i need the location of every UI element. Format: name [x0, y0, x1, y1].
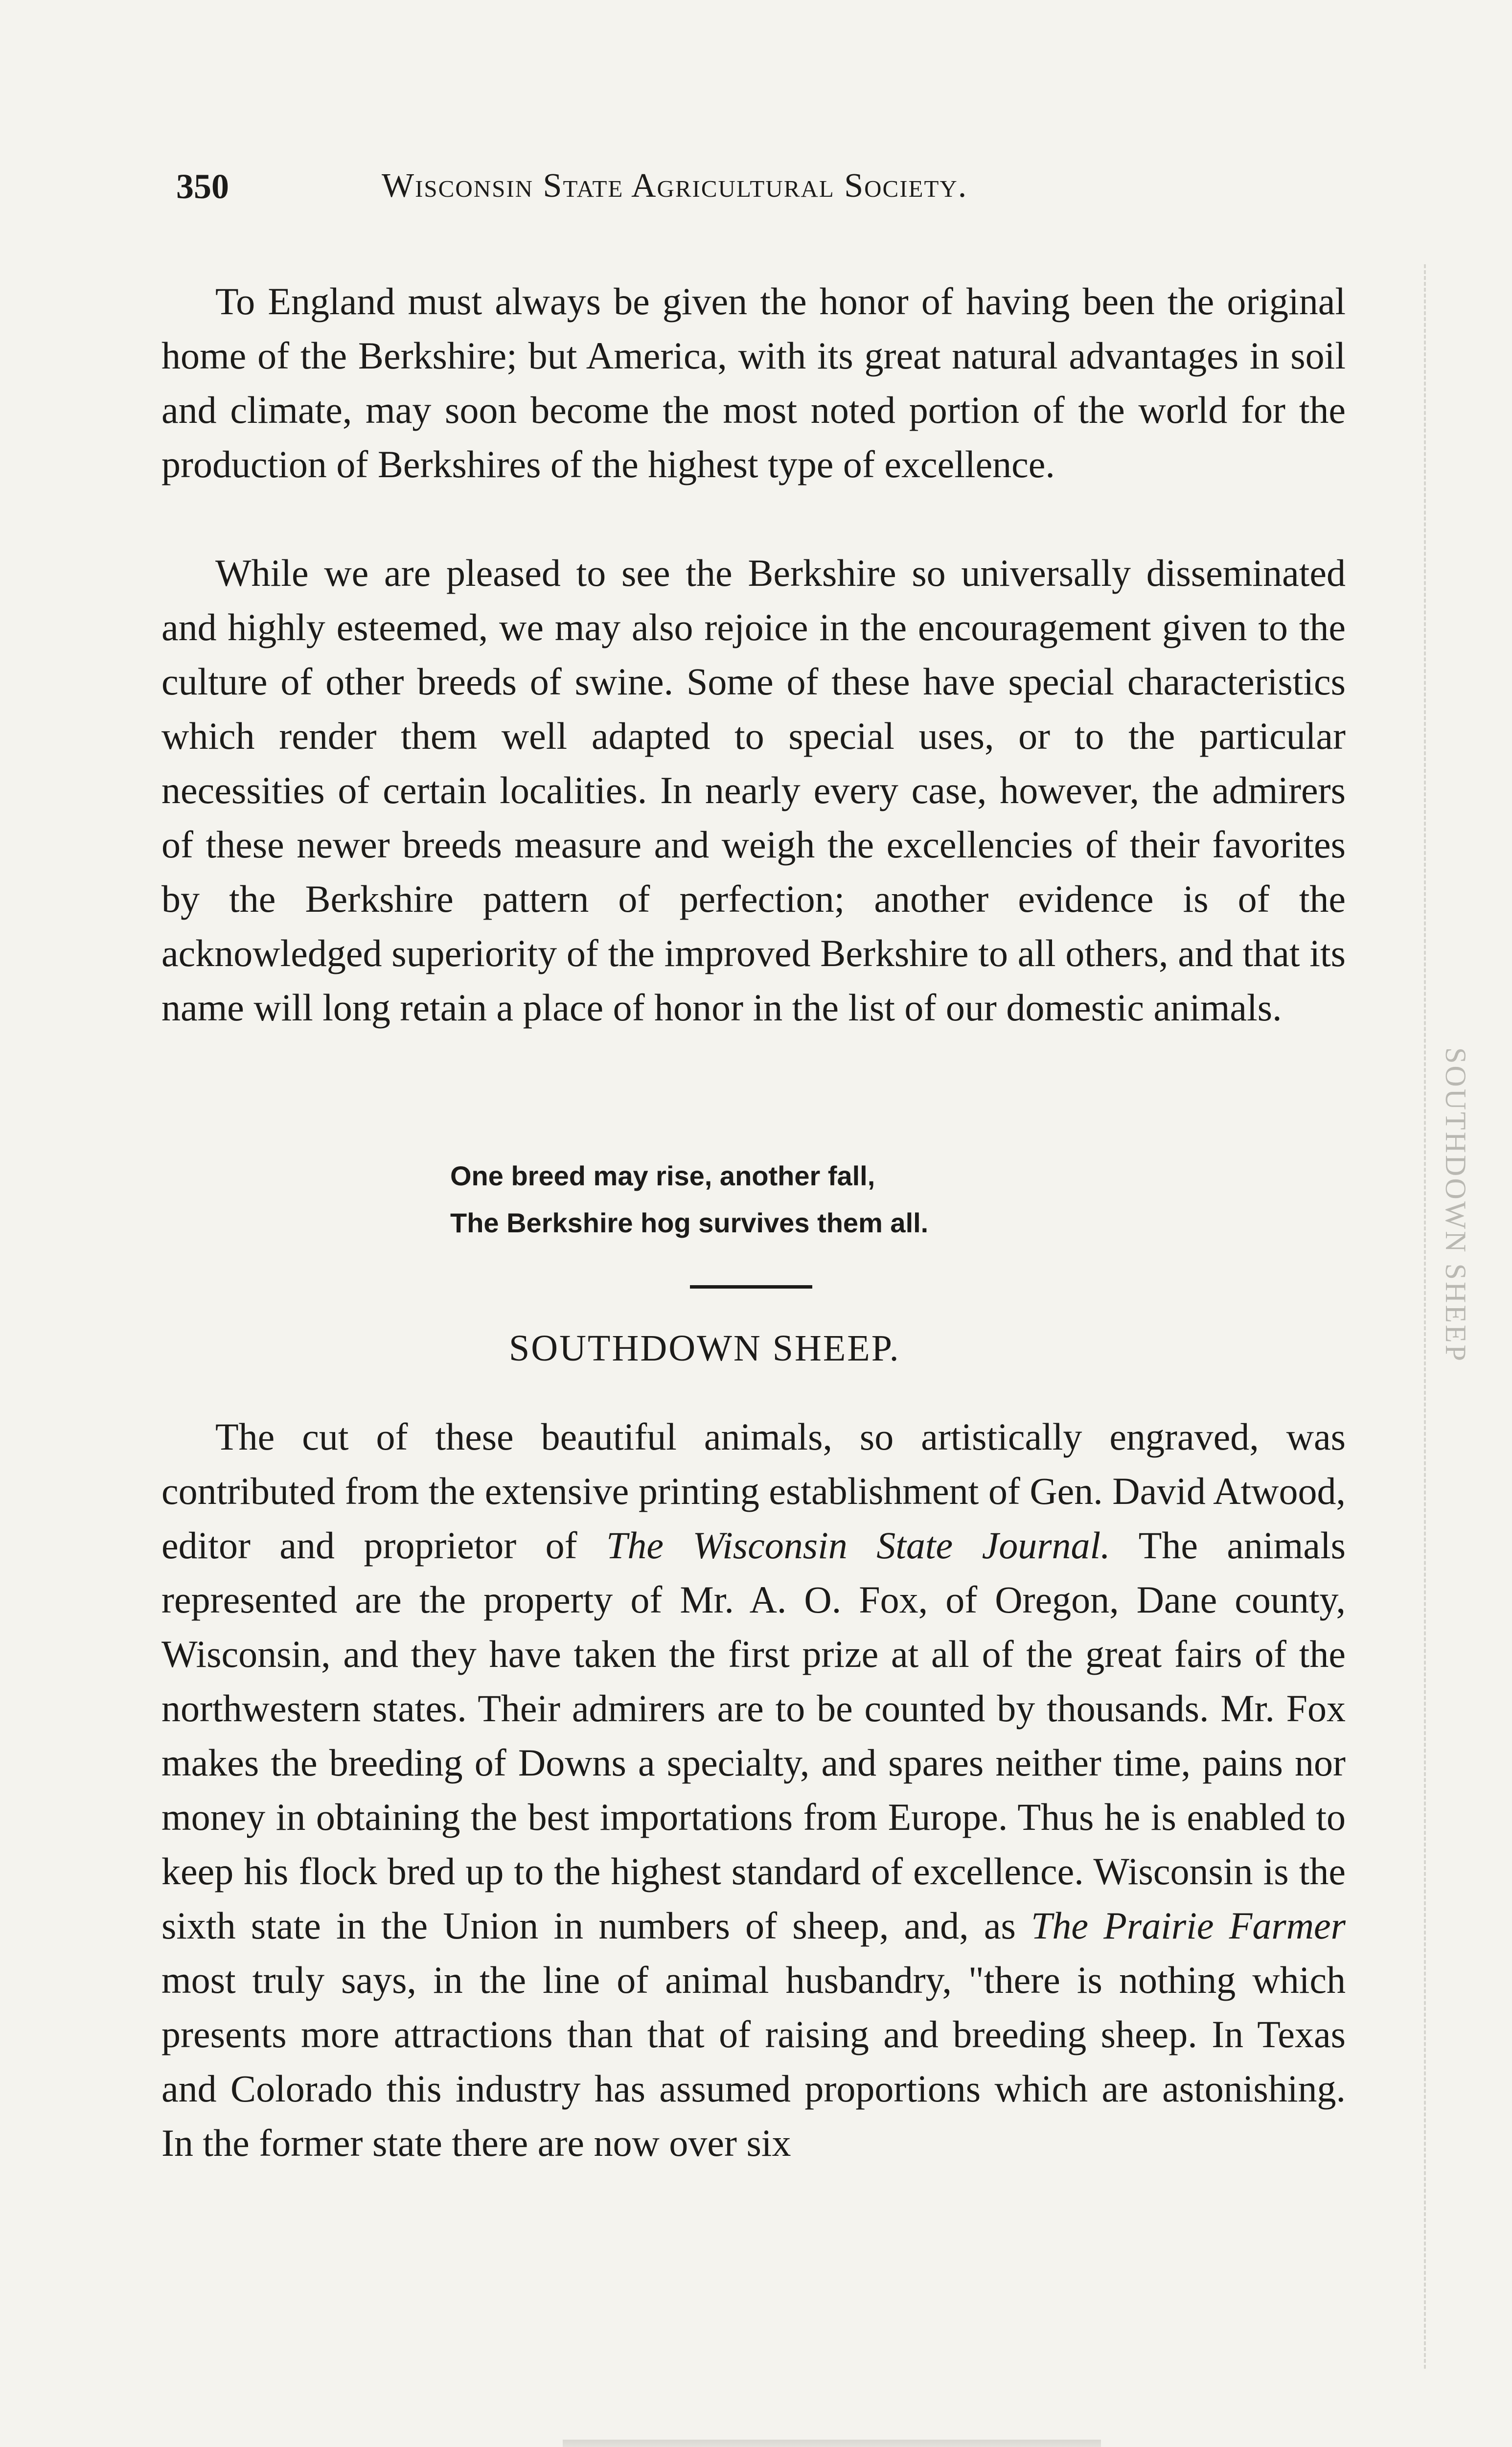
section-divider [690, 1285, 812, 1289]
text-run: most truly says, in the line of animal husbandry, "there is nothing which presents more attractions than that of raising and breeding sheep. In Texas and Colorado this industry has assumed proportions which are astonishing. In the former state there are now over six [161, 1959, 1346, 2164]
paragraph-england [161, 274, 1346, 491]
paragraph-southdown [161, 1409, 1346, 2170]
page-header [161, 166, 1355, 220]
section-title: SOUTHDOWN SHEEP. [509, 1328, 900, 1369]
page-number: 350 [176, 167, 229, 206]
paragraph-text [161, 1409, 1346, 2170]
running-head: Wisconsin State Agricultural Society. [382, 167, 968, 205]
text-run: The cut of these beautiful animals, so artistically engraved, was contributed from the extensive printing establishment of Gen. David Atwood, editor and proprietor of [161, 1415, 1346, 1567]
verse-line-1: One breed may rise, another fall, [450, 1160, 875, 1191]
verse-line-2: The Berkshire hog survives them all. [450, 1207, 929, 1238]
paragraph-text: While we are pleased to see the Berkshire so universally disseminated and highly esteemed, we may also rejoice in the encouragement given to the culture of other breeds of swine. Some of these have special characteristics which render them well adapted to special uses, or to the particular necessities of certain localities. In nearly every case, however, the admirers of these newer breeds measure and weigh the excellencies of their favorites by the Berkshire pattern of perfection; another evidence is of the acknowledged superiority of the improved Berkshire to all others, and that its name will long retain a place of honor in the list of our domestic animals. [161, 552, 1346, 1029]
verse-couplet [450, 1153, 928, 1247]
paragraph-text: To England must always be given the honor of having been the original home of the Berkshire; but America, with its great natural advantages in soil and climate, may soon become the most noted portion of the world for the production of Berkshires of the highest type of excellence. [161, 280, 1346, 485]
periodical-title: The Prairie Farmer [1031, 1904, 1346, 1947]
journal-title: The Wisconsin State Journal. [606, 1524, 1110, 1567]
text-run: The animals represented are the property of Mr. A. O. Fox, of Oregon, Dane county, Wisconsin, and they have taken the first prize at all of the great fairs of the northwestern states. Their admirers are to be counted by thousands. Mr. Fox makes the breeding of Downs a specialty, and spares neither time, pains nor money in obtaining the best importations from Europe. Thus he is enabled to keep his flock bred up to the highest standard of excellence. Wisconsin is the sixth state in the Union in numbers of sheep, and, as [161, 1524, 1346, 1947]
bleed-through-text: SOUTHDOWN SHEEP [1440, 1047, 1472, 1363]
bottom-bleed-through [563, 2440, 1101, 2447]
page-edge-shadow [1424, 264, 1426, 2369]
paragraph-other-breeds [161, 546, 1346, 1035]
